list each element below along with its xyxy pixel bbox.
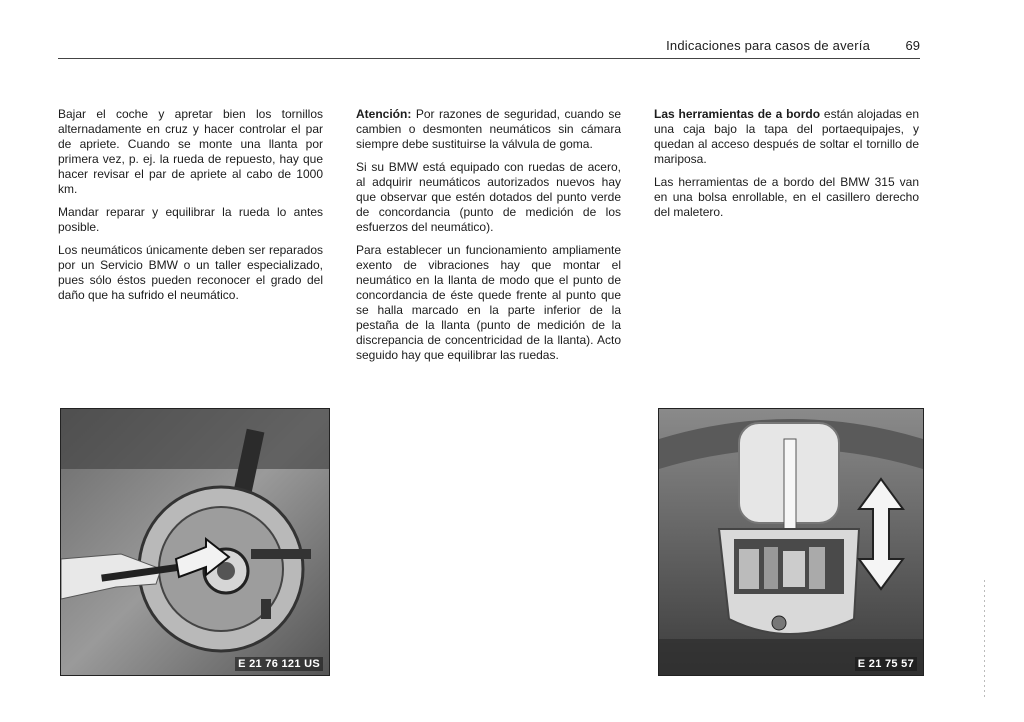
figure-caption-right: E 21 75 57 (855, 657, 917, 671)
margin-mark (984, 580, 985, 700)
header-title: Indicaciones para casos de avería (666, 38, 870, 53)
onboard-tools-label: Las herramientas de a bordo (654, 107, 821, 121)
wheel-hub-photo (60, 408, 330, 676)
paragraph-onboard-tools (654, 107, 919, 167)
attention-label: Atención: (356, 107, 412, 121)
paragraph-repair-wheel: Mandar reparar y equilibrar la rueda lo antes posible. (58, 205, 323, 234)
paragraph-balancing: Para establecer un funcionamiento ampliamente exento de vibraciones hay que montar el neumático en la llanta de modo que el punto de concordancia de éste quede frente al punto que se halla marcado en la parte inferior de la pestaña de la llanta (punto de medición de la discrepancia de concentricidad de la llanta). Acto seguido hay que equilibrar las ruedas. (356, 243, 621, 362)
text-column-2 (356, 107, 621, 371)
paragraph-attention (356, 107, 621, 152)
wheel-hub-illustration (61, 409, 329, 675)
paragraph-tire-repair-service: Los neumáticos únicamente deben ser reparados por un Servicio BMW o un taller especializado, pues sólo éstos pueden reconocer el grado del daño que ha sufrido el neumático. (58, 243, 323, 302)
paragraph-bmw315-tools: Las herramientas de a bordo del BMW 315 van en una bolsa enrollable, en el casillero derecho del maletero. (654, 175, 919, 219)
toolbox-illustration (659, 409, 923, 675)
toolbox-photo (658, 408, 924, 676)
page-number: 69 (905, 38, 920, 53)
attention-text: Por razones de seguridad, cuando se cambien o desmonten neumáticos sin cámara siempre debe sustituirse la válvula de goma. (356, 107, 621, 151)
text-column-1 (58, 107, 323, 311)
text-column-3 (654, 107, 919, 228)
paragraph-steel-wheels: Si su BMW está equipado con ruedas de acero, al adquirir neumáticos autorizados nuevos hay que observar que estén dotados del punto verde de concordancia (punto de medición de los esfuerzos del neumático). (356, 160, 621, 234)
page-header (58, 36, 920, 59)
figure-caption-left: E 21 76 121 US (235, 657, 323, 671)
paragraph-lowering-car: Bajar el coche y apretar bien los tornillos alternadamente en cruz y hacer controlar el par de apriete. Cuando se monte una llanta por primera vez, p. ej. la rueda de repuesto, hay que hacer revisar el par de apriete al cabo de 1000 km. (58, 107, 323, 196)
onboard-tools-text: están alojadas en una caja bajo la tapa del portaequipajes, y quedan al acceso después de soltar el tornillo de mariposa. (654, 107, 919, 166)
